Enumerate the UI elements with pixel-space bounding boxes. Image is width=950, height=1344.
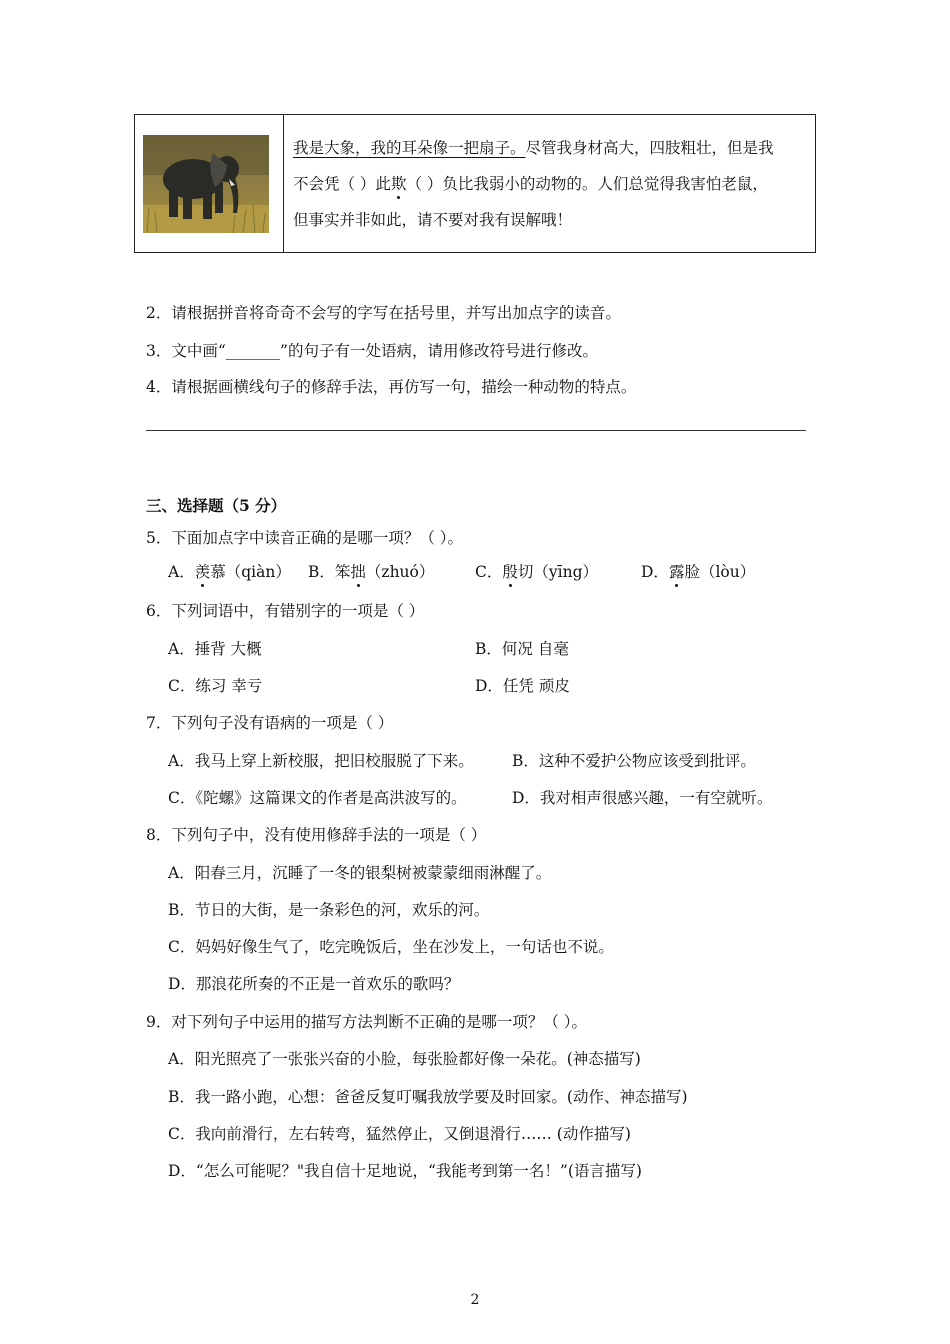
question-3: 3．文中画“_______”的句子有一处语病，请用修改符号进行修改。	[146, 342, 598, 360]
q7-option-c: C．《陀螺》这篇课文的作者是高洪波写的。	[168, 789, 467, 807]
q7-option-b: B．这种不爱护公物应该受到批评。	[512, 752, 756, 770]
q9-option-d: D．“怎么可能呢？"我自信十足地说，“我能考到第一名！”(语言描写)	[168, 1162, 642, 1180]
q8-option-b: B．节日的大街，是一条彩色的河，欢乐的河。	[168, 901, 490, 919]
passage-line-2: 不会凭（ ）此欺（ ）负比我弱小的动物的。人们总觉得我害怕老鼠，	[293, 175, 768, 193]
passage-box	[134, 114, 816, 253]
underlined-sentence: 我是大象，我的耳朵像一把扇子。	[293, 139, 526, 157]
q5-option-d: D．露脸（lòu）	[641, 563, 756, 581]
elephant-photo	[143, 135, 269, 233]
q6-option-b: B．何况 自毫	[475, 640, 569, 658]
q7-option-a: A．我马上穿上新校服，把旧校服脱了下来。	[168, 752, 474, 770]
question-2: 2．请根据拼音将奇奇不会写的字写在括号里，并写出加点字的读音。	[146, 304, 621, 322]
q6-stem: 6．下列词语中，有错别字的一项是（ ）	[146, 602, 425, 620]
q6-option-c: C．练习 幸亏	[168, 677, 263, 695]
q8-option-d: D．那浪花所奏的不正是一首欢乐的歌吗？	[168, 975, 460, 993]
q7-option-d: D．我对相声很感兴趣，一有空就听。	[512, 789, 773, 807]
q6-option-a: A．捶背 大概	[168, 640, 262, 658]
q8-stem: 8．下列句子中，没有使用修辞手法的一项是（ ）	[146, 826, 487, 844]
q8-option-c: C．妈妈好像生气了，吃完晚饭后，坐在沙发上，一句话也不说。	[168, 938, 614, 956]
q9-stem: 9．对下列句子中运用的描写方法判断不正确的是哪一项？（ ）。	[146, 1013, 588, 1031]
q5-option-b: B．笨拙（zhuó）	[308, 563, 435, 581]
q6-option-d: D．任凭 顽皮	[475, 677, 570, 695]
page-number: 2	[470, 1292, 480, 1308]
section-3-title: 三、选择题（5 分）	[146, 496, 287, 515]
q9-option-b: B．我一路小跑，心想：爸爸反复叮嘱我放学要及时回家。(动作、神态描写)	[168, 1088, 688, 1106]
q9-option-c: C．我向前滑行，左右转弯，猛然停止，又倒退滑行…… (动作描写)	[168, 1125, 631, 1143]
answer-line	[146, 430, 806, 431]
passage-line-3: 但事实并非如此，请不要对我有误解哦！	[293, 211, 573, 229]
q7-stem: 7．下列句子没有语病的一项是（ ）	[146, 714, 394, 732]
q5-option-a: A．羡慕（qiàn）	[168, 563, 291, 581]
dotted-char: 欺	[390, 175, 407, 193]
q5-option-c: C．殷切（yīng）	[475, 563, 599, 581]
q8-option-a: A．阳春三月，沉睡了一冬的银梨树被蒙蒙细雨淋醒了。	[168, 864, 552, 882]
question-4: 4．请根据画横线句子的修辞手法，再仿写一句，描绘一种动物的特点。	[146, 378, 637, 396]
box-divider	[283, 115, 284, 252]
q5-stem: 5．下面加点字中读音正确的是哪一项？（ ）。	[146, 529, 464, 547]
passage-line-1: 我是大象，我的耳朵像一把扇子。尽管我身材高大，四肢粗壮，但是我	[293, 139, 774, 157]
q9-option-a: A．阳光照亮了一张张兴奋的小脸，每张脸都好像一朵花。(神态描写)	[168, 1050, 641, 1068]
